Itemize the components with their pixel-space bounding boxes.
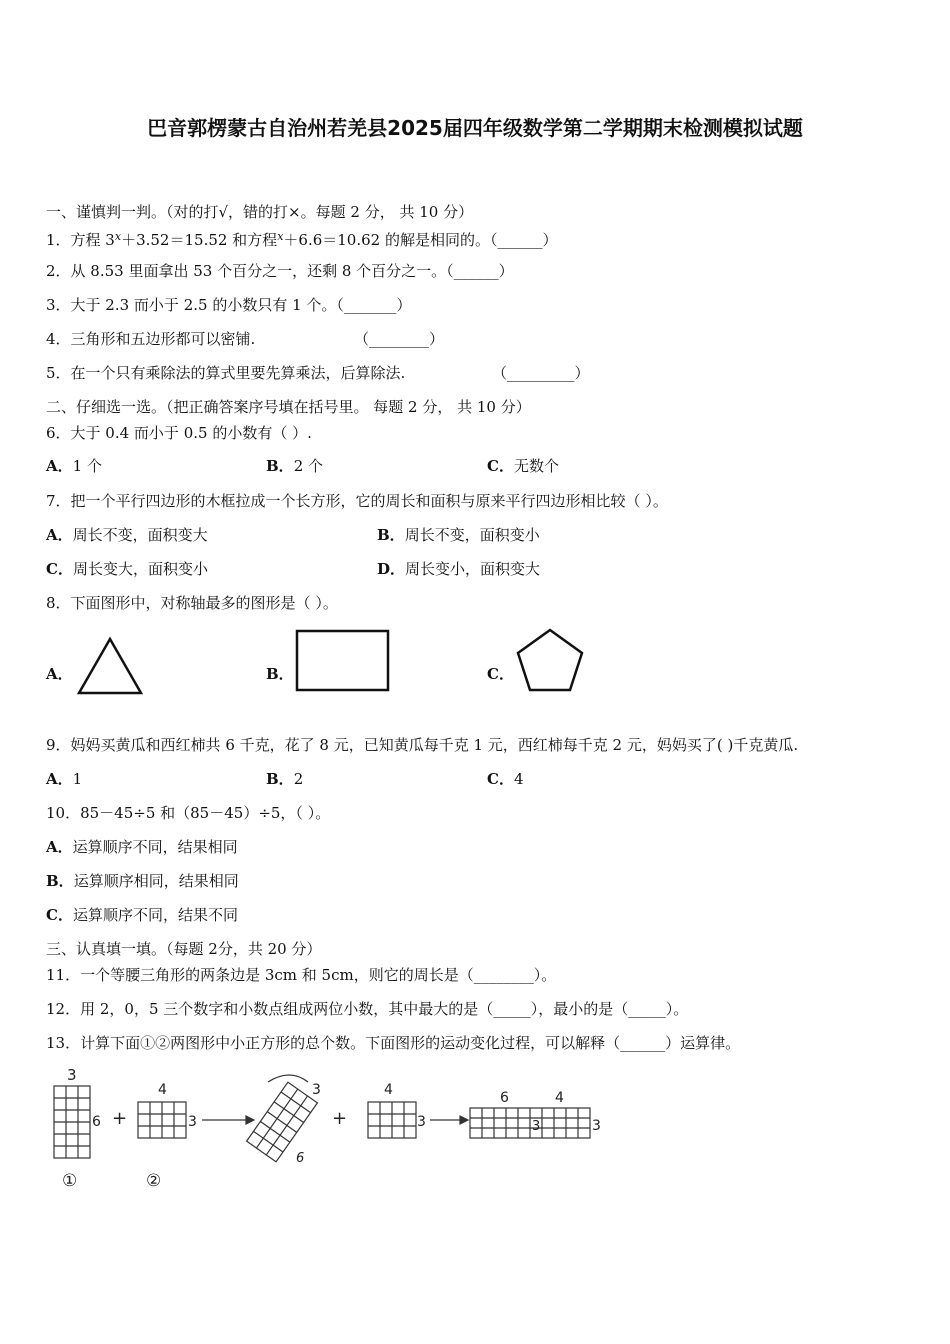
option-text: 周长变大，面积变小 xyxy=(72,560,208,578)
option-label: B． xyxy=(377,526,405,544)
option-text: 周长不变，面积变大 xyxy=(72,526,208,544)
q7-option-b xyxy=(377,525,540,545)
q10-option-a xyxy=(46,837,238,857)
grid-2 xyxy=(138,1102,186,1138)
arrow-2 xyxy=(430,1116,468,1124)
q1-var-2: x xyxy=(277,230,284,243)
section1-heading: 一、谨慎判一判。（对的打√，错的打×。每题 2 分， 共 10 分） xyxy=(46,203,474,221)
option-label: B． xyxy=(266,665,294,683)
option-text: 1 个 xyxy=(72,457,102,475)
q9-option-a xyxy=(46,769,82,789)
option-text: 运算顺序不同，结果相同 xyxy=(72,838,238,856)
q8-option-b xyxy=(266,664,294,684)
q4-stem: 4．三角形和五边形都可以密铺. xyxy=(46,330,256,348)
question-10: 10．85－45÷5 和（85－45）÷5，（ ）。 xyxy=(46,804,331,822)
question-12: 12．用 2，0，5 三个数字和小数点组成两位小数，其中最大的是（_____），最小的是（_____）。 xyxy=(46,1000,689,1018)
option-text: 1 xyxy=(72,770,83,788)
option-label: C． xyxy=(487,770,514,788)
combined-grid xyxy=(470,1108,590,1138)
pentagon-shape xyxy=(515,627,585,693)
caption-2: ② xyxy=(146,1171,162,1191)
option-text: 4 xyxy=(513,770,524,788)
option-label: A． xyxy=(46,526,73,544)
combined-grid-number-6: 6 xyxy=(500,1090,509,1106)
option-label: C． xyxy=(46,906,73,924)
q1-part-a: 1．方程 3 xyxy=(46,231,115,249)
option-text: 无数个 xyxy=(513,457,559,475)
option-label: A． xyxy=(46,770,73,788)
option-label: B． xyxy=(46,872,74,890)
option-label: A． xyxy=(46,665,73,683)
option-text: 周长不变，面积变小 xyxy=(404,526,540,544)
q1-part-b: ＋3.52＝15.52 和方程 xyxy=(121,231,278,249)
option-label: A． xyxy=(46,838,73,856)
rotated-grid-number-6: 6 xyxy=(296,1151,305,1166)
question-13: 13．计算下面①②两图形中小正方形的总个数。下面图形的运动变化过程，可以解释（______）运算律。 xyxy=(46,1034,741,1052)
option-text: 运算顺序不同，结果不同 xyxy=(72,906,238,924)
q5-stem: 5．在一个只有乘除法的算式里要先算乘法，后算除法. xyxy=(46,364,406,382)
section2-heading: 二、仔细选一选。（把正确答案序号填在括号里。 每题 2 分， 共 10 分） xyxy=(46,398,531,416)
grid-1 xyxy=(54,1086,90,1158)
question-7: 7．把一个平行四边形的木框拉成一个长方形，它的周长和面积与原来平行四边形相比较（ ）。 xyxy=(46,492,668,510)
rotated-grid-number-3: 3 xyxy=(312,1082,321,1098)
combined-grid-side-number: 3 xyxy=(592,1118,601,1134)
q6-option-a xyxy=(46,456,102,476)
option-text: 2 xyxy=(293,770,304,788)
grid-2-side-number: 3 xyxy=(188,1114,197,1130)
q4-blank: （________） xyxy=(354,330,445,348)
plus-sign-2: + xyxy=(332,1108,348,1129)
q10-option-b xyxy=(46,871,239,891)
q8-option-a xyxy=(46,664,73,684)
q8-option-c xyxy=(487,664,514,684)
option-label: C． xyxy=(487,457,514,475)
q9-option-c xyxy=(487,769,524,789)
section3-heading: 三、认真填一填。（每题 2分，共 20 分） xyxy=(46,940,322,958)
rotation-arrow-icon xyxy=(268,1075,308,1082)
grid-1-side-number: 6 xyxy=(92,1114,101,1130)
q1-var-1: x xyxy=(114,230,122,243)
question-5 xyxy=(46,363,590,383)
question-9: 9．妈妈买黄瓜和西红柿共 6 千克，花了 8 元，已知黄瓜每千克 1 元，西红柿每千克 2 元，妈妈买了( )千克黄瓜. xyxy=(46,736,799,754)
caption-1: ① xyxy=(62,1171,78,1191)
grid-4-top-number: 4 xyxy=(384,1082,393,1098)
q10-option-c xyxy=(46,905,238,925)
grid-transformation-figure xyxy=(50,1066,610,1196)
option-label: B． xyxy=(266,457,294,475)
arrow-1 xyxy=(202,1116,254,1124)
page-title: 巴音郭楞蒙古自治州若羌县2025届四年级数学第二学期期末检测模拟试题 xyxy=(147,116,803,140)
option-label: B． xyxy=(266,770,294,788)
combined-grid-number-4: 4 xyxy=(555,1090,564,1106)
question-3: 3．大于 2.3 而小于 2.5 的小数只有 1 个。（_______） xyxy=(46,296,412,314)
combined-grid-middle-number: 3 xyxy=(532,1119,541,1134)
question-6: 6．大于 0.4 而小于 0.5 的小数有（ ）. xyxy=(46,424,312,442)
grid-4-side-number: 3 xyxy=(417,1114,426,1130)
rectangle-shape xyxy=(295,629,391,693)
q6-option-c xyxy=(487,456,559,476)
grid-1-top-number: 3 xyxy=(67,1066,77,1084)
q6-option-b xyxy=(266,456,323,476)
option-label: C． xyxy=(487,665,514,683)
rotated-grid xyxy=(247,1082,318,1162)
q7-option-a xyxy=(46,525,208,545)
option-label: D． xyxy=(377,560,406,578)
grid-2-top-number: 4 xyxy=(158,1082,167,1098)
question-4 xyxy=(46,329,445,349)
plus-sign-1: + xyxy=(112,1108,128,1129)
option-text: 2 个 xyxy=(293,457,323,475)
question-8: 8．下面图形中，对称轴最多的图形是（ ）。 xyxy=(46,594,338,612)
question-1 xyxy=(46,227,557,250)
q5-blank: （_________） xyxy=(492,364,590,382)
triangle-shape xyxy=(76,636,144,696)
q7-option-d xyxy=(377,559,540,579)
question-11: 11．一个等腰三角形的两条边是 3cm 和 5cm，则它的周长是（________）。 xyxy=(46,966,557,984)
option-text: 周长变小，面积变大 xyxy=(405,560,541,578)
option-label: C． xyxy=(46,560,73,578)
q7-option-c xyxy=(46,559,208,579)
option-label: A． xyxy=(46,457,73,475)
q1-part-c: ＋6.6＝10.62 的解是相同的。（______） xyxy=(283,231,558,249)
question-2: 2．从 8.53 里面拿出 53 个百分之一，还剩 8 个百分之一。（______） xyxy=(46,262,514,280)
grid-4 xyxy=(368,1102,416,1138)
option-text: 运算顺序相同，结果相同 xyxy=(73,872,239,890)
q9-option-b xyxy=(266,769,303,789)
